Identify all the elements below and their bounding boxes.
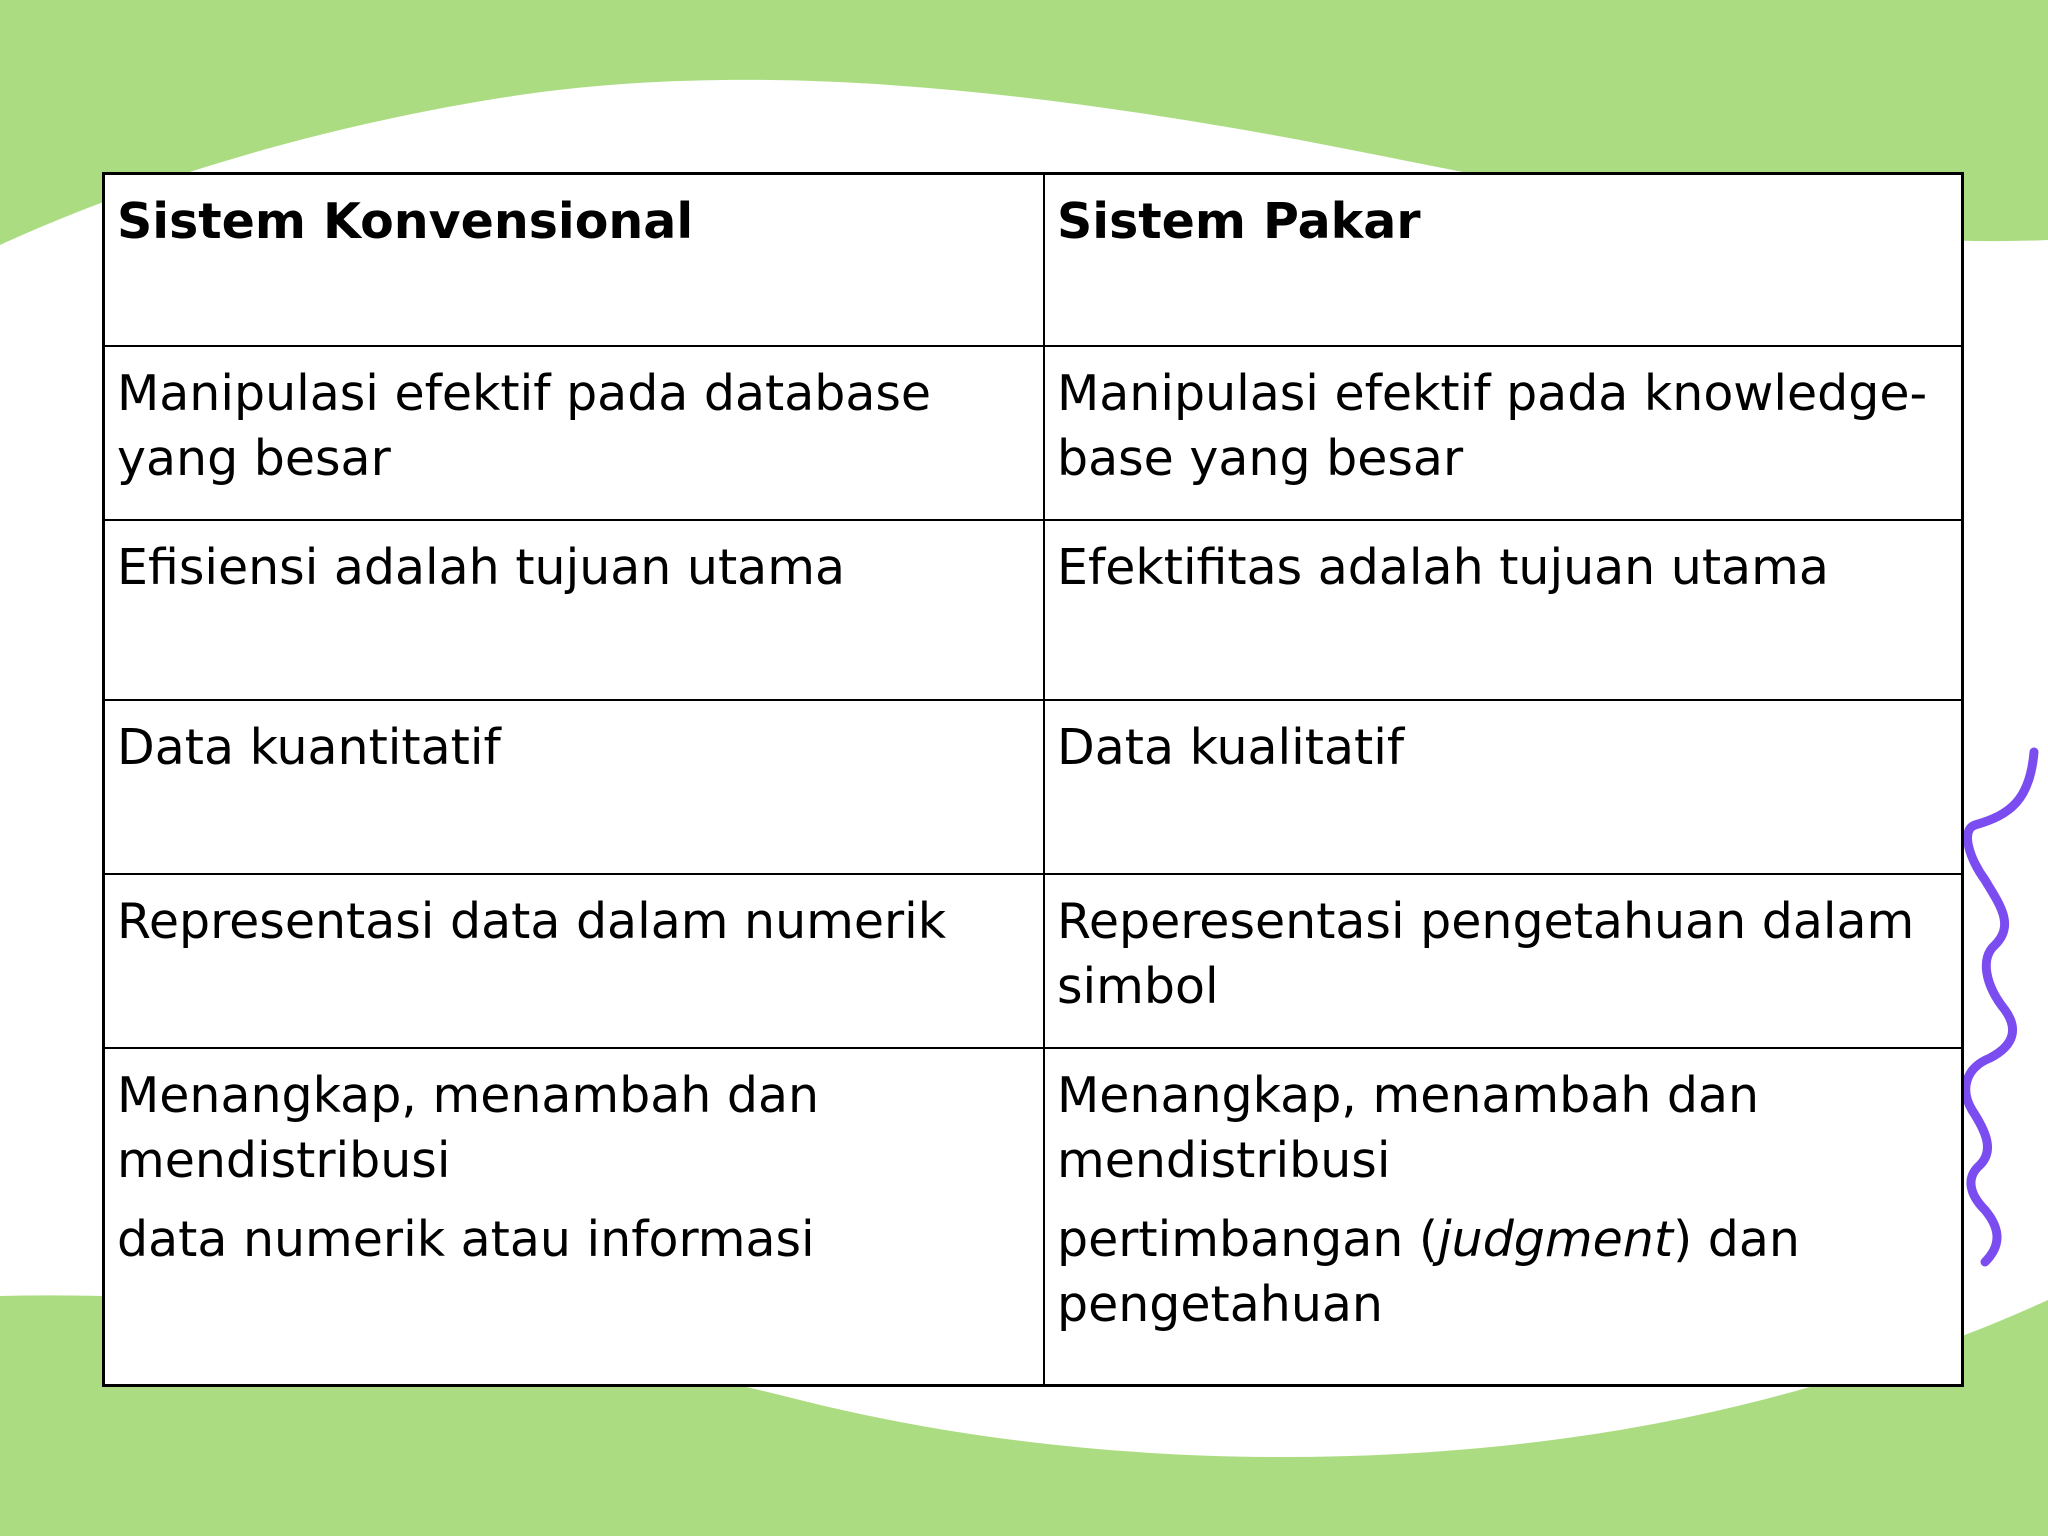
- cell-line-with-emphasis: [1057, 1207, 1949, 1337]
- table-row: [105, 1048, 1961, 1384]
- table-cell-right: Reperesentasi pengetahuan dalam simbol: [1044, 874, 1961, 1048]
- cell-text: ) dan pengetahuan: [1057, 1211, 1800, 1333]
- table-cell-left: Data kuantitatif: [105, 700, 1044, 874]
- comparison-table-frame: [102, 172, 1964, 1387]
- table-cell-right: Data kualitatif: [1044, 700, 1961, 874]
- cell-line: Menangkap, menambah dan mendistribusi: [1057, 1067, 1760, 1189]
- header-sistem-konvensional: Sistem Konvensional: [105, 175, 1044, 346]
- cell-line: data numerik atau informasi: [117, 1211, 815, 1268]
- table-row: [105, 346, 1961, 520]
- table-cell-left: Representasi data dalam numerik: [105, 874, 1044, 1048]
- table-cell-left: [105, 1048, 1044, 1384]
- table-row: [105, 874, 1961, 1048]
- purple-squiggle-decoration: [1966, 752, 2034, 1262]
- cell-text: pertimbangan (: [1057, 1211, 1439, 1268]
- emphasis-judgment: judgment: [1438, 1211, 1674, 1268]
- table-row: [105, 520, 1961, 700]
- table-cell-left: Manipulasi efektif pada database yang besar: [105, 346, 1044, 520]
- table-cell-left: Efisiensi adalah tujuan utama: [105, 520, 1044, 700]
- table-cell-right: Efektifitas adalah tujuan utama: [1044, 520, 1961, 700]
- table-cell-right: [1044, 1048, 1961, 1384]
- cell-line: Menangkap, menambah dan mendistribusi: [117, 1067, 820, 1189]
- table-row: [105, 700, 1961, 874]
- table-header-row: [105, 175, 1961, 346]
- comparison-table: [105, 175, 1961, 1384]
- header-sistem-pakar: Sistem Pakar: [1044, 175, 1961, 346]
- table-cell-right: Manipulasi efektif pada knowledge-base yang besar: [1044, 346, 1961, 520]
